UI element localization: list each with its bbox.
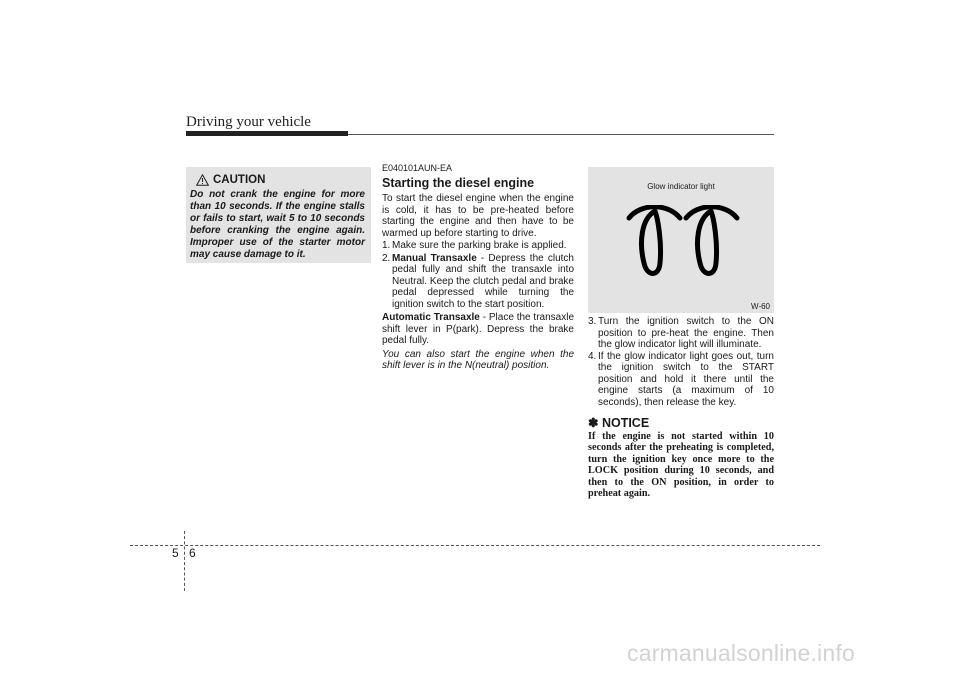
notice-text: If the engine is not started within 10 seconds after the preheating is completed, turn the ignition key once more to the LOCK position during 10 seconds, and then to the ON position, in order to preheat again. [588, 430, 774, 499]
section-title: Driving your vehicle [186, 114, 311, 130]
watermark: carmanualsonline.info [627, 640, 855, 666]
notice-title: ✽ NOTICE [588, 416, 650, 430]
chapter-number: 5 [172, 546, 179, 560]
section-heading: Starting the diesel engine [382, 175, 535, 190]
step-3: 3. Turn the ignition switch to the ON position to pre-heat the engine. Then the glow indicator light will illuminate. [588, 316, 774, 350]
right-column [588, 316, 774, 500]
starting-diesel-section [382, 163, 574, 372]
step-4: 4. If the glow indicator light goes out, turn the ignition switch to the START position and hold it there until the engine starts (a maximum of 10 seconds), then release the key. [588, 350, 774, 408]
manual-transaxle-label: Manual Transaxle [392, 252, 477, 264]
section-code: E040101AUN-EA [382, 163, 453, 173]
caution-title: CAUTION [213, 174, 266, 186]
illustration-ref: W-60 [751, 302, 770, 311]
warning-triangle-icon [196, 174, 209, 186]
step-1: 1. Make sure the parking brake is applied. [382, 240, 567, 251]
intro-paragraph: To start the diesel engine when the engine is cold, it has to be pre-heated before starting the engine and then have to be warmed up before starting to drive. [382, 193, 574, 239]
footer-rule [130, 545, 820, 546]
illustration-caption: Glow indicator light [647, 182, 715, 191]
glow-plug-coil-icon [623, 205, 743, 280]
caution-box [186, 167, 371, 263]
automatic-transaxle-paragraph: Automatic Transaxle - Place the transaxle shift lever in P(park). Depress the brake pedal fully. [382, 312, 575, 346]
step-2: 2. Manual Transaxle - Depress the clutch pedal fully and shift the transaxle into Neutral. Keep the clutch pedal and brake pedal depressed while turning the ignition switch to the start position. [382, 252, 574, 310]
footer-divider [184, 531, 185, 591]
caution-text: Do not crank the engine for more than 10 seconds. If the engine stalls or fails to start, wait 5 to 10 seconds before cranking the engine again. Improper use of the starter motor may cause damage to it. [190, 189, 365, 260]
neutral-start-note: You can also start the engine when the shift lever is in the N(neutral) position. [382, 348, 574, 371]
header-rule [186, 131, 774, 137]
glow-indicator-illustration [588, 167, 774, 313]
page-number: 6 [189, 546, 196, 560]
